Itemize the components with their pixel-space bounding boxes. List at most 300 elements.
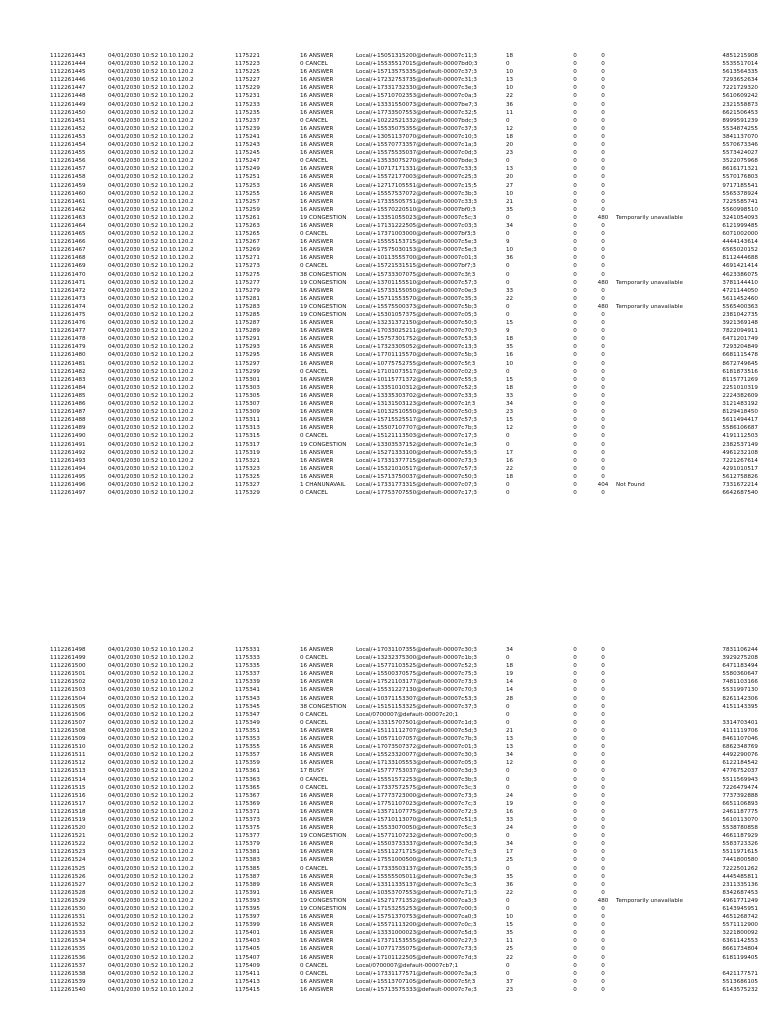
col-zero-a-cell: 0 xyxy=(573,978,577,985)
sip-code-cell: 0 xyxy=(601,376,605,383)
channel-cell: Local/+15777753037@default-00007c3d;3 xyxy=(356,768,477,775)
table-row xyxy=(50,335,758,343)
seq-number-cell: 1175409 xyxy=(235,962,260,969)
duration-cell: 13 xyxy=(506,77,514,84)
reason-cell xyxy=(616,125,718,133)
record-id-cell: 1112261523 xyxy=(50,849,86,856)
timestamp-ip-cell: 04/01/2030 10:52 10.10.120.2 xyxy=(108,344,194,351)
table-row xyxy=(50,743,758,751)
seq-number-cell: 1175261 xyxy=(235,214,260,221)
duration-cell: 34 xyxy=(506,752,514,759)
col-zero-a-cell: 0 xyxy=(573,922,577,929)
timestamp-ip-cell: 04/01/2030 10:52 10.10.120.2 xyxy=(108,671,194,678)
col-zero-a-cell: 0 xyxy=(573,954,577,961)
col-zero-a-cell: 0 xyxy=(573,825,577,832)
phone-number-cell: 5613564335 xyxy=(722,69,758,76)
reason-cell xyxy=(616,670,718,678)
table-row xyxy=(50,686,758,694)
record-id-cell: 1112261496 xyxy=(50,481,86,488)
channel-cell: Local/+17551000500@default-00007c71;3 xyxy=(356,857,477,864)
duration-cell: 0 xyxy=(506,441,510,448)
table-row xyxy=(50,727,758,735)
reason-cell xyxy=(616,703,718,711)
phone-number-cell: 6471183494 xyxy=(722,663,758,670)
sip-code-cell: 0 xyxy=(601,417,605,424)
seq-number-cell: 1175399 xyxy=(235,922,260,929)
record-id-cell: 1112261516 xyxy=(50,792,86,799)
phone-number-cell: 4191112503 xyxy=(722,433,758,440)
sip-code-cell: 0 xyxy=(601,825,605,832)
record-id-cell: 1112261510 xyxy=(50,744,86,751)
table-row xyxy=(50,784,758,792)
seq-number-cell: 1175287 xyxy=(235,320,260,327)
disposition-cell: 16 ANSWER xyxy=(300,401,334,408)
phone-number-cell: 8461107046 xyxy=(722,736,758,743)
timestamp-ip-cell: 04/01/2030 10:52 10.10.120.2 xyxy=(108,841,194,848)
disposition-cell: 16 ANSWER xyxy=(300,190,334,197)
seq-number-cell: 1175221 xyxy=(235,53,260,59)
col-zero-a-cell: 0 xyxy=(573,101,577,108)
sip-code-cell: 0 xyxy=(601,768,605,775)
disposition-cell: 16 ANSWER xyxy=(300,222,334,229)
channel-cell: Local/+15570220510@default-00007bf0;3 xyxy=(356,206,476,213)
channel-cell: Local/+17337572575@default-00007c3c;3 xyxy=(356,784,477,791)
channel-cell: Local/+15151153325@default-00007c37;3 xyxy=(356,703,477,710)
col-zero-a-cell: 0 xyxy=(573,401,577,408)
sip-code-cell: 0 xyxy=(601,938,605,945)
phone-number-cell: 6143575232 xyxy=(722,986,758,993)
sip-code-cell: 0 xyxy=(601,449,605,456)
sip-code-cell: 0 xyxy=(601,158,605,165)
phone-number-cell: 4776752037 xyxy=(722,768,758,775)
reason-cell xyxy=(616,392,718,400)
channel-cell: Local/+15771107232@default-00007c00;3 xyxy=(356,833,477,840)
table-row xyxy=(50,230,758,238)
timestamp-ip-cell: 04/01/2030 10:52 10.10.120.2 xyxy=(108,978,194,985)
timestamp-ip-cell: 04/01/2030 10:52 10.10.120.2 xyxy=(108,409,194,416)
col-zero-a-cell: 0 xyxy=(573,190,577,197)
channel-cell: Local/+15513707105@default-00007c5f;3 xyxy=(356,978,476,985)
sip-code-cell: 0 xyxy=(601,978,605,985)
disposition-cell: 0 CANCEL xyxy=(300,655,328,662)
table-row xyxy=(50,913,758,921)
table-row xyxy=(50,424,758,432)
phone-number-cell: 4961232108 xyxy=(722,449,758,456)
table-row xyxy=(50,101,758,109)
reason-cell xyxy=(616,800,718,808)
reason-cell xyxy=(616,832,718,840)
channel-cell: Local/+17073507372@default-00007c01;3 xyxy=(356,744,477,751)
channel-cell: Local/+17751107023@default-00007c7c;3 xyxy=(356,800,477,807)
channel-cell: Local/+15111112707@default-00007c5d;3 xyxy=(356,727,477,734)
phone-number-cell: 3841137070 xyxy=(722,133,758,140)
seq-number-cell: 1175415 xyxy=(235,986,260,993)
col-zero-a-cell: 0 xyxy=(573,231,577,238)
record-id-cell: 1112261481 xyxy=(50,360,86,367)
seq-number-cell: 1175385 xyxy=(235,865,260,872)
table-row xyxy=(50,92,758,100)
channel-cell: Local/+10717171331@default-00007c33;3 xyxy=(356,166,477,173)
table-row xyxy=(50,319,758,327)
channel-cell: Local/+17331377715@default-00007c73;3 xyxy=(356,457,477,464)
timestamp-ip-cell: 04/01/2030 10:52 10.10.120.2 xyxy=(108,727,194,734)
phone-number-cell: 6421177571 xyxy=(722,970,758,977)
reason-cell xyxy=(616,68,718,76)
sip-code-cell: 0 xyxy=(601,133,605,140)
timestamp-ip-cell: 04/01/2030 10:52 10.10.120.2 xyxy=(108,117,194,124)
channel-cell: Local/+17323305052@default-00007c13;3 xyxy=(356,344,477,351)
phone-number-cell: 2381042735 xyxy=(722,312,758,318)
channel-cell: Local/+17733507553@default-00007c32;5 xyxy=(356,109,477,116)
record-id-cell: 1112261457 xyxy=(50,166,86,173)
sip-code-cell: 0 xyxy=(601,889,605,896)
table-row xyxy=(50,198,758,206)
record-id-cell: 1112261459 xyxy=(50,182,86,189)
record-id-cell: 1112261453 xyxy=(50,133,86,140)
col-zero-a-cell: 0 xyxy=(573,69,577,76)
duration-cell: 16 xyxy=(506,808,514,815)
col-zero-a-cell: 0 xyxy=(573,376,577,383)
channel-cell: Local/+12717105551@default-00007c15;5 xyxy=(356,182,477,189)
duration-cell: 18 xyxy=(506,384,514,391)
col-zero-a-cell: 0 xyxy=(573,303,577,310)
timestamp-ip-cell: 04/01/2030 10:52 10.10.120.2 xyxy=(108,336,194,343)
reason-cell xyxy=(616,343,718,351)
record-id-cell: 1112261458 xyxy=(50,174,86,181)
timestamp-ip-cell: 04/01/2030 10:52 10.10.120.2 xyxy=(108,182,194,189)
duration-cell: 12 xyxy=(506,760,514,767)
phone-number-cell: 7822094911 xyxy=(722,328,758,335)
table-row xyxy=(50,792,758,800)
disposition-cell: 16 ANSWER xyxy=(300,182,334,189)
disposition-cell: 16 ANSWER xyxy=(300,752,334,759)
table-row xyxy=(50,800,758,808)
table-row xyxy=(50,465,758,473)
timestamp-ip-cell: 04/01/2030 10:52 10.10.120.2 xyxy=(108,158,194,165)
timestamp-ip-cell: 04/01/2030 10:52 10.10.120.2 xyxy=(108,101,194,108)
seq-number-cell: 1175375 xyxy=(235,825,260,832)
sip-code-cell: 0 xyxy=(601,320,605,327)
table-row xyxy=(50,954,758,962)
phone-number-cell: 7226479474 xyxy=(722,784,758,791)
table-row xyxy=(50,840,758,848)
call-records-table-2 xyxy=(50,646,758,994)
channel-cell: Local/+13232375300@default-00007c1b;3 xyxy=(356,655,477,662)
phone-number-cell: 4623386075 xyxy=(722,271,758,278)
disposition-cell: 0 CANCEL xyxy=(300,865,328,872)
record-id-cell: 1112261461 xyxy=(50,198,86,205)
timestamp-ip-cell: 04/01/2030 10:52 10.10.120.2 xyxy=(108,441,194,448)
sip-code-cell: 0 xyxy=(601,695,605,702)
seq-number-cell: 1175369 xyxy=(235,800,260,807)
disposition-cell: 16 ANSWER xyxy=(300,946,334,953)
reason-cell xyxy=(616,856,718,864)
phone-number-cell: 8261142306 xyxy=(722,695,758,702)
sip-code-cell: 0 xyxy=(601,946,605,953)
seq-number-cell: 1175289 xyxy=(235,328,260,335)
phone-number-cell: 4721144050 xyxy=(722,287,758,294)
timestamp-ip-cell: 04/01/2030 10:52 10.10.120.2 xyxy=(108,457,194,464)
seq-number-cell: 1175225 xyxy=(235,69,260,76)
col-zero-a-cell: 0 xyxy=(573,816,577,823)
table-row xyxy=(50,117,758,125)
timestamp-ip-cell: 04/01/2030 10:52 10.10.120.2 xyxy=(108,833,194,840)
col-zero-a-cell: 0 xyxy=(573,865,577,872)
table-row xyxy=(50,149,758,157)
table-row xyxy=(50,670,758,678)
duration-cell: 18 xyxy=(506,133,514,140)
record-id-cell: 1112261539 xyxy=(50,978,86,985)
sip-code-cell: 0 xyxy=(601,719,605,726)
col-zero-a-cell: 0 xyxy=(573,857,577,864)
table-row xyxy=(50,937,758,945)
duration-cell: 13 xyxy=(506,744,514,751)
channel-cell: Local/+13351010312@default-00007c52;3 xyxy=(356,384,477,391)
channel-cell: Local/+13131503123@default-00007c1f;3 xyxy=(356,401,476,408)
col-zero-a-cell: 0 xyxy=(573,287,577,294)
record-id-cell: 1112261533 xyxy=(50,930,86,937)
phone-number-cell: 8342687453 xyxy=(722,889,758,896)
reason-cell xyxy=(616,954,718,962)
duration-cell: 25 xyxy=(506,946,514,953)
record-id-cell: 1112261464 xyxy=(50,222,86,229)
table-row xyxy=(50,970,758,978)
reason-cell xyxy=(616,287,718,295)
phone-number-cell: 6681115478 xyxy=(722,352,758,359)
timestamp-ip-cell: 04/01/2030 10:52 10.10.120.2 xyxy=(108,922,194,929)
table-row xyxy=(50,751,758,759)
disposition-cell: 16 ANSWER xyxy=(300,376,334,383)
channel-cell: Local/+17101073517@default-00007c02;3 xyxy=(356,368,477,375)
reason-cell xyxy=(616,238,718,246)
sip-code-cell: 0 xyxy=(601,441,605,448)
sip-code-cell: 0 xyxy=(601,312,605,318)
seq-number-cell: 1175387 xyxy=(235,873,260,880)
sip-code-cell: 0 xyxy=(601,174,605,181)
table-row xyxy=(50,489,758,497)
reason-cell xyxy=(616,311,718,319)
reason-cell xyxy=(616,141,718,149)
col-zero-a-cell: 0 xyxy=(573,679,577,686)
seq-number-cell: 1175403 xyxy=(235,938,260,945)
disposition-cell: 16 ANSWER xyxy=(300,873,334,880)
record-id-cell: 1112261454 xyxy=(50,142,86,149)
seq-number-cell: 1175393 xyxy=(235,897,260,904)
col-zero-a-cell: 0 xyxy=(573,800,577,807)
seq-number-cell: 1175323 xyxy=(235,465,260,472)
col-zero-a-cell: 0 xyxy=(573,263,577,270)
table-row xyxy=(50,654,758,662)
sip-code-cell: 0 xyxy=(601,703,605,710)
reason-cell xyxy=(616,271,718,279)
phone-number-cell: 7331672214 xyxy=(722,481,758,488)
timestamp-ip-cell: 04/01/2030 10:52 10.10.120.2 xyxy=(108,295,194,302)
record-id-cell: 1112261495 xyxy=(50,473,86,480)
col-zero-a-cell: 0 xyxy=(573,655,577,662)
record-id-cell: 1112261498 xyxy=(50,647,86,653)
phone-number-cell: 5573424027 xyxy=(722,150,758,157)
col-zero-a-cell: 0 xyxy=(573,53,577,59)
phone-number-cell: 8661734804 xyxy=(722,946,758,953)
reason-cell xyxy=(616,962,718,970)
channel-cell: Local/+13311335137@default-00007c3c;3 xyxy=(356,881,477,888)
col-zero-a-cell: 0 xyxy=(573,352,577,359)
record-id-cell: 1112261518 xyxy=(50,808,86,815)
reason-cell xyxy=(616,384,718,392)
timestamp-ip-cell: 04/01/2030 10:52 10.10.120.2 xyxy=(108,449,194,456)
timestamp-ip-cell: 04/01/2030 10:52 10.10.120.2 xyxy=(108,222,194,229)
table-row xyxy=(50,68,758,76)
col-zero-a-cell: 0 xyxy=(573,873,577,880)
duration-cell: 0 xyxy=(506,279,510,286)
record-id-cell: 1112261455 xyxy=(50,150,86,157)
table-row xyxy=(50,759,758,767)
reason-cell xyxy=(616,416,718,424)
disposition-cell: 16 ANSWER xyxy=(300,930,334,937)
record-id-cell: 1112261512 xyxy=(50,760,86,767)
reason-cell xyxy=(616,84,718,92)
timestamp-ip-cell: 04/01/2030 10:52 10.10.120.2 xyxy=(108,190,194,197)
disposition-cell: 16 ANSWER xyxy=(300,328,334,335)
seq-number-cell: 1175223 xyxy=(235,61,260,68)
channel-cell: Local/+15771103525@default-00007c52;3 xyxy=(356,663,477,670)
table-row xyxy=(50,703,758,711)
sip-code-cell: 0 xyxy=(601,986,605,993)
table-row xyxy=(50,343,758,351)
timestamp-ip-cell: 04/01/2030 10:52 10.10.120.2 xyxy=(108,849,194,856)
sip-code-cell: 0 xyxy=(601,841,605,848)
channel-cell: Local/+15572177003@default-00007c25;3 xyxy=(356,174,477,181)
disposition-cell: 16 ANSWER xyxy=(300,760,334,767)
timestamp-ip-cell: 04/01/2030 10:52 10.10.120.2 xyxy=(108,401,194,408)
timestamp-ip-cell: 04/01/2030 10:52 10.10.120.2 xyxy=(108,53,194,59)
record-id-cell: 1112261529 xyxy=(50,897,86,904)
col-zero-a-cell: 0 xyxy=(573,384,577,391)
disposition-cell: 16 ANSWER xyxy=(300,150,334,157)
duration-cell: 13 xyxy=(506,166,514,173)
seq-number-cell: 1175333 xyxy=(235,655,260,662)
col-zero-a-cell: 0 xyxy=(573,214,577,221)
channel-cell: Local/+17131222505@default-00007c03;3 xyxy=(356,222,477,229)
disposition-cell: 16 ANSWER xyxy=(300,792,334,799)
record-id-cell: 1112261474 xyxy=(50,303,86,310)
channel-cell: Local/+15503733337@default-00007c3d;3 xyxy=(356,841,477,848)
reason-cell xyxy=(616,335,718,343)
seq-number-cell: 1175349 xyxy=(235,719,260,726)
record-id-cell: 1112261476 xyxy=(50,320,86,327)
disposition-cell: 16 ANSWER xyxy=(300,825,334,832)
duration-cell: 0 xyxy=(506,117,510,124)
reason-cell xyxy=(616,368,718,376)
sip-code-cell: 0 xyxy=(601,206,605,213)
sip-code-cell: 0 xyxy=(601,360,605,367)
duration-cell: 15 xyxy=(506,320,514,327)
channel-cell: Local/0700007@default-00007c20;1 xyxy=(356,711,459,718)
table-row xyxy=(50,262,758,270)
channel-cell: Local/+17133105553@default-00007c05;3 xyxy=(356,760,477,767)
phone-number-cell: 8112444688 xyxy=(722,255,758,262)
sip-code-cell: 0 xyxy=(601,663,605,670)
record-id-cell: 1112261535 xyxy=(50,946,86,953)
sip-code-cell: 0 xyxy=(601,776,605,783)
phone-number-cell: 5513686105 xyxy=(722,978,758,985)
table-row xyxy=(50,295,758,303)
sip-code-cell: 0 xyxy=(601,401,605,408)
reason-cell xyxy=(616,246,718,254)
disposition-cell: 16 ANSWER xyxy=(300,198,334,205)
timestamp-ip-cell: 04/01/2030 10:52 10.10.120.2 xyxy=(108,417,194,424)
disposition-cell: 0 CANCEL xyxy=(300,61,328,68)
duration-cell: 34 xyxy=(506,647,514,653)
seq-number-cell: 1175267 xyxy=(235,239,260,246)
record-id-cell: 1112261451 xyxy=(50,117,86,124)
reason-cell xyxy=(616,182,718,190)
table-row xyxy=(50,457,758,465)
seq-number-cell: 1175343 xyxy=(235,695,260,702)
sip-code-cell: 0 xyxy=(601,671,605,678)
phone-number-cell: 4445485811 xyxy=(722,873,758,880)
timestamp-ip-cell: 04/01/2030 10:52 10.10.120.2 xyxy=(108,376,194,383)
table-row xyxy=(50,889,758,897)
phone-number-cell: 4492290076 xyxy=(722,752,758,759)
disposition-cell: 16 ANSWER xyxy=(300,360,334,367)
phone-number-cell: 6181199405 xyxy=(722,954,758,961)
seq-number-cell: 1175239 xyxy=(235,125,260,132)
channel-cell: Local/+15721531515@default-00007bf7;3 xyxy=(356,263,476,270)
channel-cell: Local/+15271771352@default-00007ca3;3 xyxy=(356,897,477,904)
table-row xyxy=(50,165,758,173)
col-zero-a-cell: 0 xyxy=(573,808,577,815)
col-zero-a-cell: 0 xyxy=(573,481,577,488)
duration-cell: 0 xyxy=(506,655,510,662)
disposition-cell: 16 ANSWER xyxy=(300,986,334,993)
disposition-cell: 0 CANCEL xyxy=(300,711,328,718)
disposition-cell: 16 ANSWER xyxy=(300,93,334,100)
sip-code-cell: 0 xyxy=(601,61,605,68)
col-zero-a-cell: 0 xyxy=(573,752,577,759)
reason-cell xyxy=(616,441,718,449)
record-id-cell: 1112261486 xyxy=(50,401,86,408)
sip-code-cell: 0 xyxy=(601,142,605,149)
col-zero-a-cell: 0 xyxy=(573,255,577,262)
phone-number-cell: 5565378924 xyxy=(722,190,758,197)
col-zero-a-cell: 0 xyxy=(573,174,577,181)
record-id-cell: 1112261487 xyxy=(50,409,86,416)
channel-cell: Local/+10571107057@default-00007c7b;3 xyxy=(356,736,477,743)
channel-cell: Local/+15555505011@default-00007c3e;3 xyxy=(356,873,477,880)
reason-cell xyxy=(616,784,718,792)
record-id-cell: 1112261444 xyxy=(50,61,86,68)
col-zero-a-cell: 0 xyxy=(573,61,577,68)
table-row xyxy=(50,360,758,368)
record-id-cell: 1112261449 xyxy=(50,101,86,108)
reason-cell xyxy=(616,686,718,694)
seq-number-cell: 1175311 xyxy=(235,417,260,424)
phone-number-cell: 8115771269 xyxy=(722,376,758,383)
col-zero-a-cell: 0 xyxy=(573,881,577,888)
disposition-cell: 16 ANSWER xyxy=(300,166,334,173)
seq-number-cell: 1175263 xyxy=(235,222,260,229)
sip-code-cell: 0 xyxy=(601,808,605,815)
seq-number-cell: 1175341 xyxy=(235,687,260,694)
phone-number-cell: 3522075968 xyxy=(722,158,758,165)
disposition-cell: 1 CHANUNAVAIL xyxy=(300,481,346,488)
reason-cell xyxy=(616,165,718,173)
reason-cell xyxy=(616,109,718,117)
timestamp-ip-cell: 04/01/2030 10:52 10.10.120.2 xyxy=(108,938,194,945)
seq-number-cell: 1175275 xyxy=(235,271,260,278)
disposition-cell: 16 ANSWER xyxy=(300,409,334,416)
